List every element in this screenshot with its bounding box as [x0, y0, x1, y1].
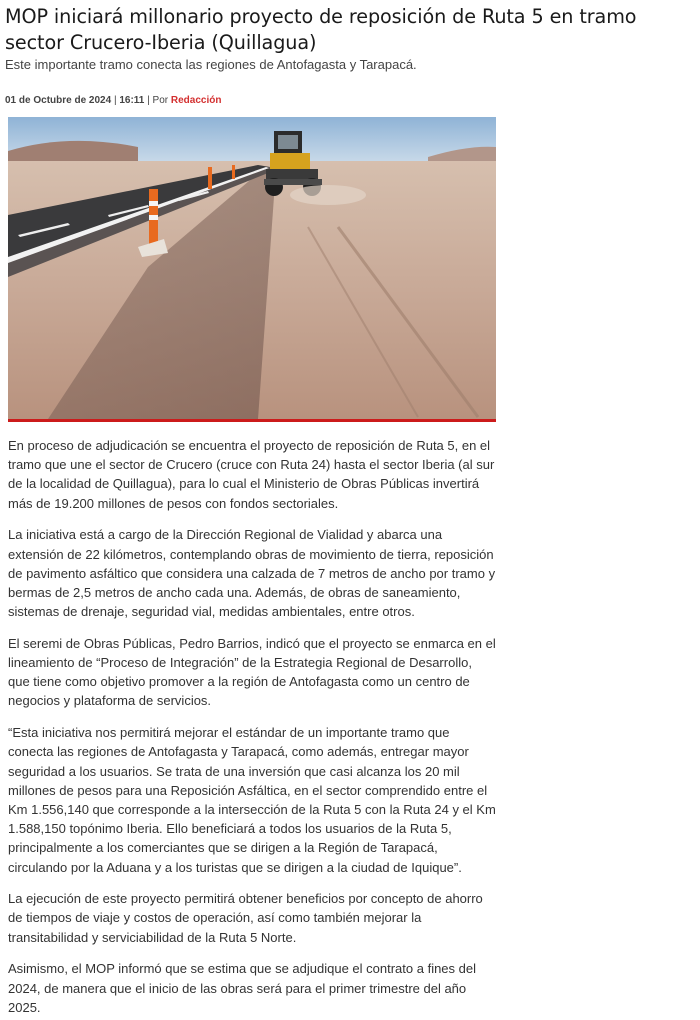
publish-time: 16:11 — [119, 95, 145, 106]
article-paragraph: La ejecución de este proyecto permitirá obtener beneficios por concepto de ahorro de tiempos de viaje y costos de operación, así como también mejorar la transitabilidad y serviciabilidad de la Ruta 5 Norte. — [8, 891, 483, 945]
article-paragraph: La iniciativa está a cargo de la Dirección Regional de Vialidad y abarca una extensión de 22 kilómetros, contemplando obras de movimiento de tierra, reposición de pavimento asfáltico que considera una calzada de 7 metros de ancho por tramo y bermas de 2,5 metros de ancho cada una. Además, de obras de saneamiento, sistemas de drenaje, seguridad vial, medidas ambientales, entre otros. — [8, 527, 496, 620]
article-paragraph: “Esta iniciativa nos permitirá mejorar el estándar de un importante tramo que conecta las regiones de Antofagasta y Tarapacá, como además, entregar mayor seguridad a los usuarios. Se trata de una inversión que casi alcanza los 20 mil millones de pesos para una Reposición Asfáltica, en el sector comprendido entre el Km 1.556,140 que corresponde a la intersección de la Ruta 5 con la Ruta 24 y el Km 1.588,150 topónimo Iberia. Ello beneficiará a todos los usuarios de la Ruta 5, principalmente a los comerciantes que se dirigen a la Región de Tarapacá, circulando por la Aduana y a los turistas que se dirigen a la ciudad de Iquique”. — [8, 725, 496, 875]
article-body — [8, 436, 496, 1020]
article-subtitle: Este importante tramo conecta las regiones de Antofagasta y Tarapacá. — [5, 57, 417, 72]
by-label: Por — [152, 95, 169, 106]
meta-separator: | — [113, 95, 120, 106]
article-paragraph: El seremi de Obras Públicas, Pedro Barrios, indicó que el proyecto se enmarca en el lineamiento de “Proceso de Integración” de la Estrategia Regional de Desarrollo, que tiene como objetivo promover a la región de Antofagasta como un centro de negocios y plataforma de servicios. — [8, 635, 496, 709]
author-link[interactable]: Redacción — [170, 95, 222, 106]
article-paragraph: En proceso de adjudicación se encuentra el proyecto de reposición de Ruta 5, en el tramo que une el sector de Crucero (cruce con Ruta 24) hasta el sector Iberia (al sur de la localidad de Quillagua), para lo cual el Ministerio de Obras Públicas invertirá más de 19.200 millones de pesos con fondos sectoriales. — [8, 438, 495, 511]
article-paragraph: Asimismo, el MOP informó que se estima que se adjudique el contrato a fines del 2024, de manera que el inicio de las obras será para el primer trimestre del año 2025. — [8, 961, 476, 1015]
meta-separator: | — [147, 95, 153, 106]
article-photo — [8, 117, 496, 422]
road-construction-image — [8, 117, 496, 419]
publish-date: 01 de Octubre de 2024 — [5, 95, 112, 106]
article-meta — [5, 94, 221, 107]
article-headline: MOP iniciará millonario proyecto de reposición de Ruta 5 en tramo sector Crucero-Iberia (Quillagua) — [5, 5, 637, 54]
